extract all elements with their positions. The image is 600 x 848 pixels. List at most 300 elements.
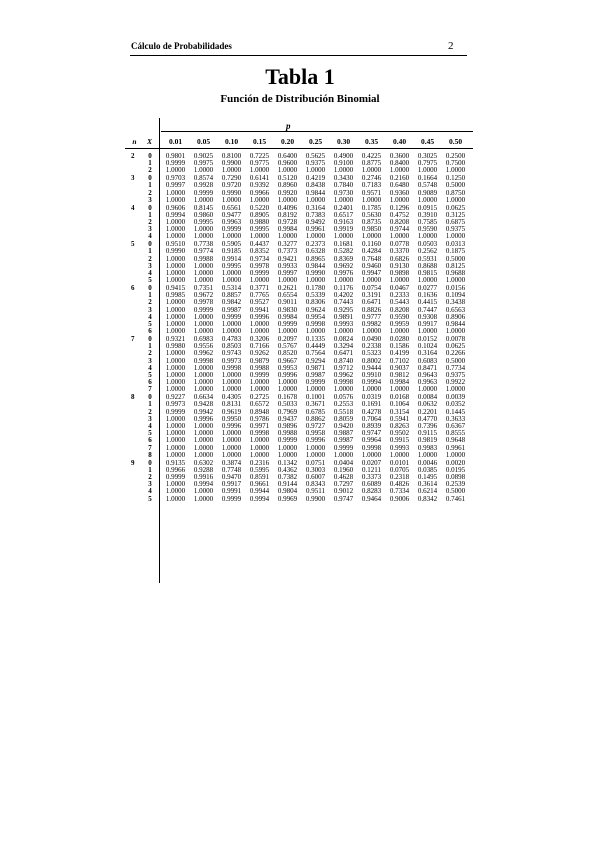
probability-cell: 0.9999	[221, 312, 242, 321]
probability-cell: 0.5767	[277, 342, 298, 351]
probability-cell: 0.8352	[249, 247, 270, 256]
probability-cell: 1.0000	[165, 414, 186, 423]
probability-cell: 0.7738	[193, 240, 214, 249]
probability-cell: 0.9775	[249, 159, 270, 168]
probability-cell: 1.0000	[333, 195, 354, 204]
probability-cell: 0.9997	[165, 181, 186, 190]
probability-cell: 1.0000	[221, 450, 242, 459]
probability-cell: 1.0000	[165, 188, 186, 197]
probability-cell: 0.9624	[305, 305, 326, 314]
probability-cell: 0.9990	[165, 247, 186, 256]
probability-cell: 0.0751	[305, 458, 326, 467]
probability-cell: 1.0000	[165, 356, 186, 365]
probability-cell: 0.9527	[249, 298, 270, 307]
probability-cell: 0.8100	[221, 152, 242, 160]
probability-cell: 1.0000	[193, 378, 214, 387]
probability-cell: 1.0000	[333, 450, 354, 459]
probability-cell: 1.0000	[361, 450, 382, 459]
probability-cell: 1.0000	[417, 195, 438, 204]
probability-cell: 1.0000	[361, 232, 382, 241]
x-value: 1	[148, 342, 152, 351]
n-value: 9	[131, 458, 135, 467]
x-value: 4	[148, 312, 152, 321]
probability-cell: 0.5995	[249, 465, 270, 474]
probability-cell: 0.9998	[305, 320, 326, 328]
probability-cell: 1.0000	[417, 232, 438, 241]
probability-cell: 1.0000	[389, 327, 410, 336]
probability-cell: 1.0000	[193, 363, 214, 372]
probability-cell: 0.6983	[193, 335, 214, 343]
probability-cell: 0.8503	[221, 342, 242, 351]
probability-cell: 1.0000	[305, 276, 326, 285]
x-value: 5	[148, 276, 152, 285]
probability-cell: 0.9896	[277, 422, 298, 430]
probability-cell: 0.5000	[445, 356, 466, 365]
probability-cell: 0.0503	[417, 240, 438, 249]
probability-cell: 0.9720	[221, 181, 242, 190]
probability-cell: 0.9999	[221, 494, 242, 503]
probability-cell: 0.8688	[417, 261, 438, 270]
probability-cell: 0.0705	[389, 465, 410, 474]
probability-cell: 0.9978	[249, 261, 270, 270]
probability-cell: 0.0898	[445, 473, 466, 481]
probability-cell: 1.0000	[333, 166, 354, 175]
probability-cell: 0.1335	[305, 335, 326, 343]
probability-cell: 1.0000	[249, 166, 270, 175]
probability-cell: 1.0000	[389, 450, 410, 459]
probability-cell: 0.0352	[445, 400, 466, 409]
probability-cell: 0.9999	[249, 371, 270, 379]
probability-cell: 0.2401	[333, 203, 354, 212]
probability-cell: 0.0207	[361, 458, 382, 467]
probability-cell: 0.9321	[165, 335, 186, 343]
x-value: 6	[148, 436, 152, 445]
probability-cell: 0.3025	[417, 152, 438, 160]
probability-cell: 1.0000	[305, 195, 326, 204]
probability-cell: 0.3438	[445, 298, 466, 307]
probability-cell: 0.1678	[277, 393, 298, 402]
probability-cell: 0.9950	[221, 414, 242, 423]
x-value: 7	[148, 385, 152, 394]
probability-cell: 0.1250	[445, 174, 466, 183]
probability-cell: 0.9928	[193, 181, 214, 190]
probability-cell: 1.0000	[193, 276, 214, 285]
probability-cell: 0.0039	[445, 393, 466, 402]
probability-cell: 1.0000	[305, 166, 326, 175]
probability-cell: 0.1664	[417, 174, 438, 183]
probability-cell: 0.9295	[333, 305, 354, 314]
probability-cell: 1.0000	[165, 436, 186, 445]
probability-cell: 0.7290	[221, 174, 242, 183]
probability-cell: 1.0000	[165, 232, 186, 241]
probability-cell: 0.9727	[305, 422, 326, 430]
probability-cell: 0.9556	[193, 342, 214, 351]
probability-cell: 0.9777	[361, 312, 382, 321]
probability-cell: 0.0915	[417, 203, 438, 212]
probability-cell: 0.5339	[305, 291, 326, 300]
probability-cell: 1.0000	[193, 261, 214, 270]
probability-cell: 0.9590	[389, 312, 410, 321]
probability-cell: 0.2097	[277, 335, 298, 343]
probability-cell: 1.0000	[277, 195, 298, 204]
x-value: 3	[148, 261, 152, 270]
probability-cell: 0.9898	[389, 269, 410, 277]
p-value-header: 0.25	[308, 137, 323, 146]
probability-cell: 0.9667	[277, 356, 298, 365]
probability-cell: 0.0156	[445, 284, 466, 292]
probability-cell: 0.9421	[277, 254, 298, 263]
x-value: 1	[148, 400, 152, 409]
probability-cell: 0.0101	[389, 458, 410, 467]
probability-cell: 0.8208	[389, 218, 410, 226]
p-value-header: 0.05	[196, 137, 211, 146]
probability-cell: 0.5518	[333, 407, 354, 416]
probability-cell: 0.7748	[221, 465, 242, 474]
probability-cell: 0.1296	[389, 203, 410, 212]
probability-cell: 0.9571	[361, 188, 382, 197]
x-value: 3	[148, 414, 152, 423]
probability-cell: 1.0000	[277, 327, 298, 336]
probability-cell: 0.8862	[305, 414, 326, 423]
probability-cell: 0.9963	[221, 218, 242, 226]
probability-cell: 0.9994	[249, 494, 270, 503]
probability-cell: 0.9966	[165, 465, 186, 474]
probability-cell: 0.3164	[417, 349, 438, 358]
probability-cell: 0.9910	[361, 371, 382, 379]
probability-cell: 0.9812	[389, 371, 410, 379]
probability-cell: 0.9933	[277, 261, 298, 270]
probability-cell: 0.0467	[389, 284, 410, 292]
probability-cell: 1.0000	[305, 232, 326, 241]
probability-cell: 1.0000	[165, 443, 186, 452]
p-label: p	[286, 121, 291, 131]
probability-cell: 0.7648	[361, 254, 382, 263]
probability-cell: 0.8002	[361, 356, 382, 365]
probability-cell: 0.9089	[417, 188, 438, 197]
probability-cell: 1.0000	[165, 276, 186, 285]
column-header-rule	[125, 148, 473, 149]
probability-cell: 1.0000	[221, 327, 242, 336]
probability-cell: 0.9985	[165, 291, 186, 300]
n-value: 7	[131, 335, 135, 343]
probability-cell: 1.0000	[165, 349, 186, 358]
probability-cell: 0.9961	[305, 225, 326, 234]
probability-cell: 0.8939	[361, 422, 382, 430]
probability-cell: 1.0000	[445, 232, 466, 241]
probability-cell: 0.9983	[417, 443, 438, 452]
probability-cell: 1.0000	[221, 429, 242, 438]
probability-cell: 0.6214	[417, 487, 438, 496]
probability-cell: 0.9999	[305, 378, 326, 387]
probability-cell: 0.1636	[417, 291, 438, 300]
probability-cell: 0.9502	[389, 429, 410, 438]
probability-cell: 0.4305	[221, 393, 242, 402]
probability-cell: 0.7297	[333, 480, 354, 489]
probability-cell: 1.0000	[361, 166, 382, 175]
probability-cell: 0.5630	[361, 210, 382, 219]
probability-cell: 0.9980	[165, 342, 186, 351]
probability-cell: 0.7447	[417, 305, 438, 314]
probability-cell: 0.2160	[389, 174, 410, 183]
probability-cell: 0.9963	[417, 378, 438, 387]
x-value: 7	[148, 443, 152, 452]
probability-cell: 0.9703	[165, 174, 186, 183]
x-value: 4	[148, 363, 152, 372]
probability-cell: 0.9996	[193, 414, 214, 423]
x-value: 0	[148, 174, 152, 183]
probability-cell: 0.9747	[361, 429, 382, 438]
probability-cell: 1.0000	[165, 225, 186, 234]
probability-cell: 1.0000	[221, 276, 242, 285]
probability-cell: 1.0000	[165, 378, 186, 387]
n-value: 2	[131, 152, 135, 160]
probability-cell: 0.0046	[417, 458, 438, 467]
probability-cell: 0.9815	[417, 269, 438, 277]
probability-cell: 0.9998	[193, 356, 214, 365]
probability-cell: 0.8965	[305, 254, 326, 263]
probability-cell: 0.9988	[249, 363, 270, 372]
probability-cell: 0.9941	[249, 305, 270, 314]
p-value-header: 0.01	[168, 137, 183, 146]
p-rule	[161, 131, 473, 132]
probability-cell: 0.9830	[277, 305, 298, 314]
probability-cell: 1.0000	[221, 166, 242, 175]
probability-cell: 1.0000	[221, 385, 242, 394]
probability-cell: 1.0000	[221, 269, 242, 277]
probability-cell: 0.9922	[445, 378, 466, 387]
probability-cell: 1.0000	[277, 166, 298, 175]
probability-cell: 0.9953	[277, 363, 298, 372]
probability-cell: 0.8960	[277, 181, 298, 190]
probability-cell: 0.8857	[221, 291, 242, 300]
probability-cell: 0.3910	[417, 210, 438, 219]
p-value-header: 0.50	[448, 137, 463, 146]
probability-cell: 0.5033	[277, 400, 298, 409]
probability-cell: 0.3633	[445, 414, 466, 423]
probability-cell: 0.9850	[361, 225, 382, 234]
probability-cell: 1.0000	[165, 166, 186, 175]
probability-cell: 0.9987	[333, 436, 354, 445]
probability-cell: 0.9991	[221, 487, 242, 496]
probability-cell: 0.1160	[362, 240, 381, 249]
probability-cell: 1.0000	[389, 385, 410, 394]
probability-cell: 0.7765	[249, 291, 270, 300]
probability-cell: 0.9998	[333, 378, 354, 387]
probability-cell: 1.0000	[193, 443, 214, 452]
probability-cell: 0.9916	[193, 473, 214, 481]
probability-cell: 1.0000	[193, 225, 214, 234]
x-header: X	[146, 137, 152, 146]
probability-cell: 1.0000	[193, 450, 214, 459]
probability-cell: 0.8906	[445, 312, 466, 321]
probability-cell: 0.4225	[361, 152, 382, 160]
probability-cell: 1.0000	[305, 327, 326, 336]
probability-cell: 0.1342	[277, 458, 298, 467]
probability-cell: 0.9712	[333, 363, 354, 372]
probability-cell: 0.1094	[445, 291, 466, 300]
probability-cell: 0.5443	[389, 298, 410, 307]
probability-cell: 1.0000	[165, 480, 186, 489]
probability-cell: 0.3373	[361, 473, 382, 481]
probability-cell: 0.0319	[361, 393, 382, 402]
probability-cell: 0.2266	[445, 349, 466, 358]
probability-cell: 0.9982	[361, 320, 382, 328]
probability-cell: 0.9999	[165, 473, 186, 481]
probability-cell: 1.0000	[249, 327, 270, 336]
probability-cell: 0.9688	[445, 269, 466, 277]
probability-cell: 0.4415	[417, 298, 438, 307]
probability-cell: 1.0000	[165, 261, 186, 270]
probability-cell: 0.9887	[333, 429, 354, 438]
x-value: 1	[148, 181, 152, 190]
probability-cell: 0.8740	[333, 356, 354, 365]
probability-cell: 1.0000	[361, 385, 382, 394]
probability-cell: 0.9919	[333, 225, 354, 234]
probability-cell: 1.0000	[165, 218, 186, 226]
probability-cell: 0.1681	[333, 240, 354, 249]
probability-cell: 0.9661	[249, 480, 270, 489]
probability-cell: 0.9844	[305, 188, 326, 197]
probability-cell: 0.4278	[361, 407, 382, 416]
x-value: 3	[148, 195, 152, 204]
probability-cell: 0.7969	[277, 407, 298, 416]
probability-cell: 1.0000	[249, 378, 270, 387]
probability-cell: 0.3191	[361, 291, 382, 300]
probability-cell: 0.9672	[193, 291, 214, 300]
probability-cell: 0.1586	[389, 342, 410, 351]
probability-cell: 0.3003	[305, 465, 326, 474]
probability-cell: 0.2201	[417, 407, 438, 416]
probability-cell: 0.9308	[417, 312, 438, 321]
probability-cell: 0.6471	[361, 298, 382, 307]
probability-cell: 0.8283	[361, 487, 382, 496]
probability-cell: 0.8208	[389, 305, 410, 314]
probability-cell: 0.0277	[417, 284, 438, 292]
probability-cell: 0.8591	[249, 473, 270, 481]
n-value: 3	[131, 174, 135, 183]
probability-cell: 0.9975	[193, 159, 214, 168]
probability-cell: 0.7102	[389, 356, 410, 365]
probability-cell: 0.9600	[277, 159, 298, 168]
probability-cell: 0.9998	[361, 443, 382, 452]
probability-cell: 0.9844	[305, 261, 326, 270]
probability-cell: 1.0000	[193, 487, 214, 496]
probability-cell: 0.9786	[249, 414, 270, 423]
probability-cell: 1.0000	[165, 363, 186, 372]
probability-cell: 1.0000	[193, 195, 214, 204]
probability-cell: 0.9993	[333, 320, 354, 328]
probability-cell: 0.9976	[333, 269, 354, 277]
probability-cell: 1.0000	[277, 385, 298, 394]
probability-cell: 0.2725	[249, 393, 270, 402]
probability-cell: 0.4437	[249, 240, 270, 249]
probability-cell: 1.0000	[305, 450, 326, 459]
probability-cell: 1.0000	[221, 232, 242, 241]
probability-cell: 1.0000	[193, 371, 214, 379]
probability-cell: 1.0000	[249, 232, 270, 241]
probability-cell: 0.7064	[361, 414, 382, 423]
x-value: 4	[148, 487, 152, 496]
probability-cell: 1.0000	[417, 450, 438, 459]
probability-cell: 0.5000	[445, 487, 466, 496]
probability-cell: 0.6089	[361, 480, 382, 489]
probability-cell: 0.9962	[333, 371, 354, 379]
n-value: 8	[131, 393, 135, 402]
probability-cell: 0.3671	[305, 400, 326, 409]
probability-cell: 0.4628	[333, 473, 354, 481]
probability-cell: 0.3125	[445, 210, 466, 219]
probability-cell: 0.9860	[193, 210, 214, 219]
x-value: 2	[148, 473, 152, 481]
probability-cell: 0.9619	[221, 407, 242, 416]
probability-cell: 0.0754	[361, 284, 382, 292]
probability-cell: 1.0000	[165, 371, 186, 379]
p-value-header: 0.15	[252, 137, 267, 146]
p-value-header: 0.40	[392, 137, 407, 146]
probability-cell: 0.7334	[389, 487, 410, 496]
probability-cell: 0.8775	[361, 159, 382, 168]
probability-cell: 1.0000	[445, 195, 466, 204]
probability-cell: 0.9995	[221, 261, 242, 270]
probability-cell: 0.9959	[389, 320, 410, 328]
probability-cell: 0.9996	[221, 422, 242, 430]
probability-cell: 0.9392	[249, 181, 270, 190]
probability-cell: 0.9871	[305, 363, 326, 372]
probability-cell: 0.9144	[277, 480, 298, 489]
probability-cell: 1.0000	[417, 385, 438, 394]
x-value: 2	[148, 298, 152, 307]
probability-cell: 1.0000	[165, 327, 186, 336]
x-value: 2	[148, 349, 152, 358]
probability-cell: 1.0000	[249, 276, 270, 285]
probability-cell: 1.0000	[221, 371, 242, 379]
probability-cell: 0.9999	[193, 305, 214, 314]
probability-cell: 1.0000	[417, 276, 438, 285]
probability-cell: 1.0000	[193, 327, 214, 336]
probability-cell: 0.4199	[389, 349, 410, 358]
probability-cell: 0.9437	[277, 414, 298, 423]
probability-cell: 0.9294	[305, 356, 326, 365]
probability-cell: 0.0778	[389, 240, 410, 249]
x-value: 4	[148, 269, 152, 277]
table-subtitle: Función de Distribución Binomial	[220, 93, 380, 105]
probability-cell: 0.1785	[361, 203, 382, 212]
probability-cell: 0.0625	[445, 203, 466, 212]
probability-cell: 1.0000	[193, 494, 214, 503]
probability-cell: 0.5000	[445, 181, 466, 190]
probability-cell: 0.9804	[277, 487, 298, 496]
probability-cell: 0.9999	[277, 436, 298, 445]
probability-cell: 1.0000	[361, 327, 382, 336]
probability-cell: 0.9999	[249, 269, 270, 277]
probability-cell: 0.1960	[333, 465, 354, 474]
probability-cell: 0.2539	[445, 480, 466, 489]
probability-cell: 0.1691	[361, 400, 382, 409]
probability-cell: 0.5282	[333, 247, 354, 256]
probability-cell: 0.9994	[165, 210, 186, 219]
probability-cell: 0.9774	[193, 247, 214, 256]
probability-cell: 1.0000	[193, 422, 214, 430]
probability-cell: 1.0000	[193, 429, 214, 438]
probability-cell: 0.9844	[445, 320, 466, 328]
x-value: 4	[148, 422, 152, 430]
probability-cell: 0.0576	[333, 393, 354, 402]
probability-cell: 0.8145	[193, 203, 214, 212]
probability-cell: 1.0000	[165, 450, 186, 459]
probability-cell: 0.0824	[333, 335, 354, 343]
probability-cell: 0.2562	[417, 247, 438, 256]
probability-cell: 0.9360	[389, 188, 410, 197]
